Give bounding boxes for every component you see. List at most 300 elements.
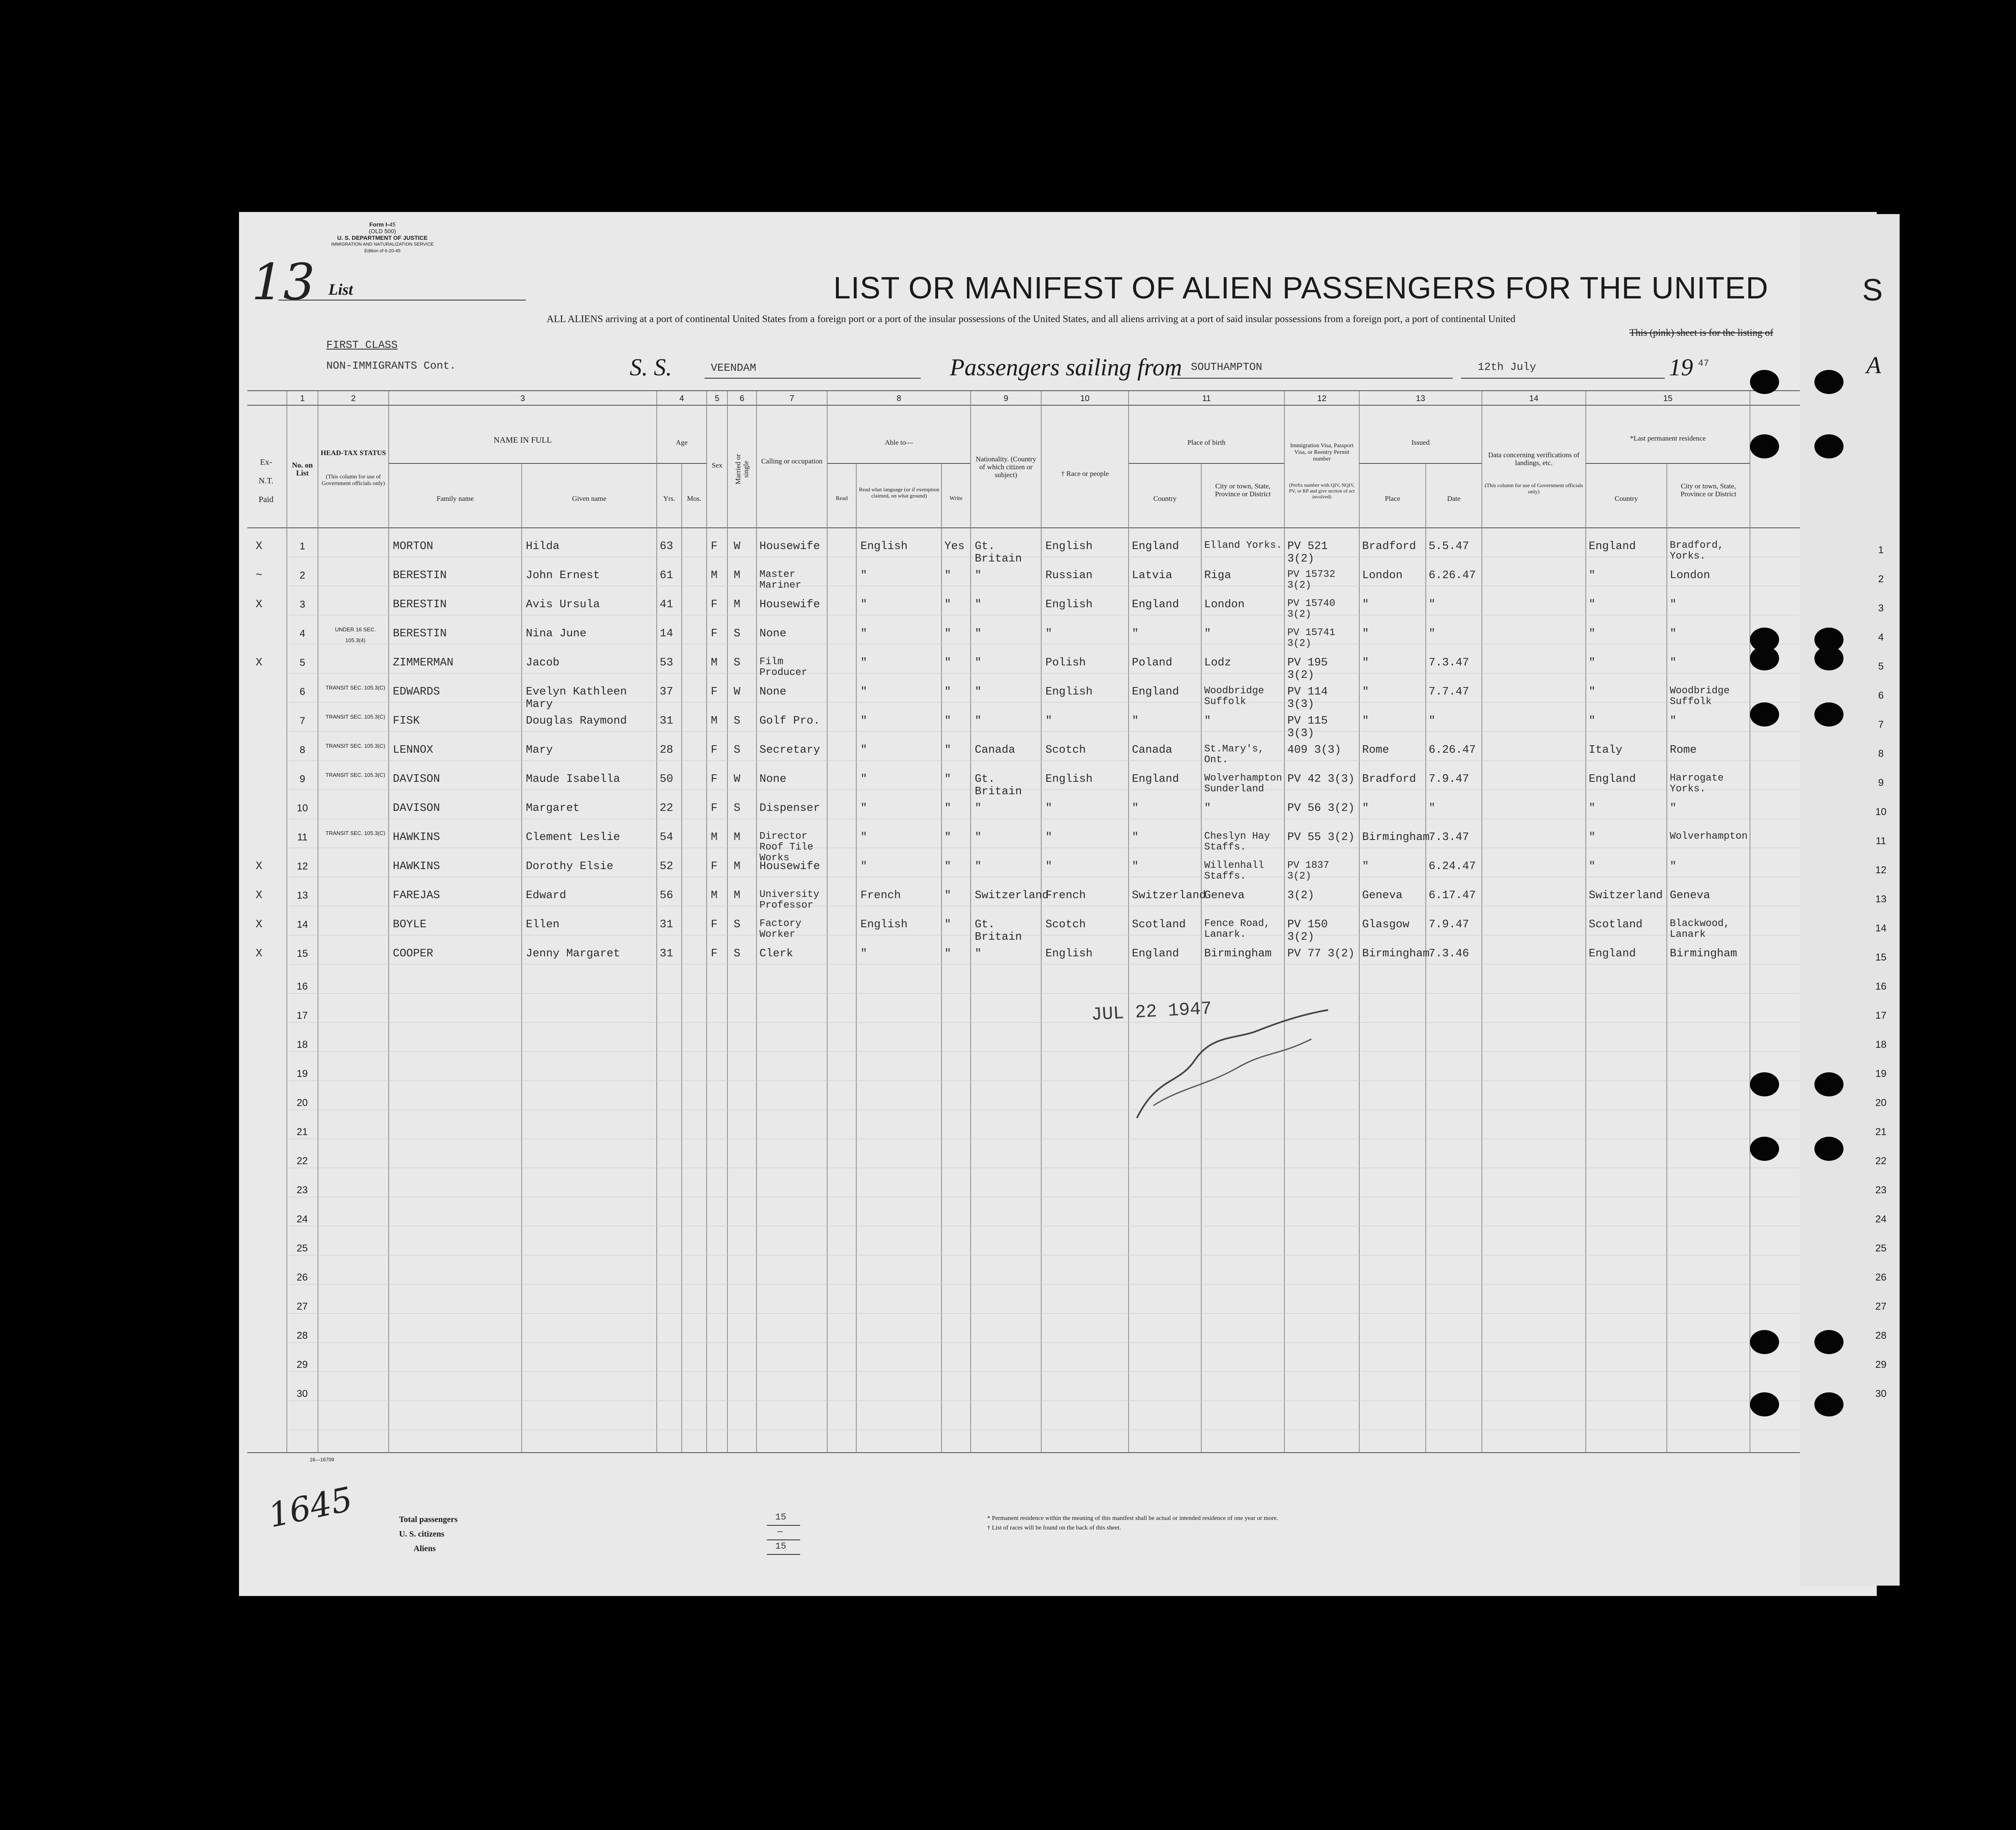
row-number: 4 (299, 628, 306, 639)
row-residence-city: Geneva (1670, 889, 1710, 902)
next-sheet-row-number: 29 (1875, 1359, 1887, 1370)
row-residence-city: Birmingham (1670, 948, 1738, 960)
row-visa-number: PV 15732 3(2) (1287, 569, 1336, 591)
punch-hole (1814, 1137, 1843, 1161)
row-age-years: 31 (660, 715, 673, 727)
row-read-language: " (860, 686, 868, 698)
empty-row-number: 25 (296, 1243, 308, 1254)
row-marital-status: S (734, 744, 741, 756)
row-number: 7 (299, 715, 306, 727)
row-read-language: English (860, 540, 908, 553)
row-headtax: TRANSIT SEC. 105.3(C) (325, 685, 385, 691)
aliens-label: Aliens (414, 1544, 436, 1553)
row-nationality: Switzerland (975, 889, 1049, 902)
row-given-name: Edward (526, 889, 567, 902)
next-sheet-row-number: 9 (1878, 777, 1884, 788)
row-race: " (1045, 860, 1052, 873)
row-visa-number: PV 55 3(2) (1287, 831, 1355, 844)
row-family-name: BERESTIN (393, 628, 447, 640)
empty-row-number: 30 (296, 1388, 308, 1399)
row-race: Polish (1045, 657, 1086, 669)
row-sex: M (711, 657, 718, 669)
row-number: 13 (297, 890, 308, 901)
row-given-name: Margaret (526, 802, 580, 815)
row-birth-country: Latvia (1132, 569, 1173, 582)
next-sheet-side-label: A (1866, 352, 1881, 379)
row-race: English (1045, 773, 1093, 786)
row-birth-city: " (1204, 715, 1211, 727)
row-number: 6 (299, 686, 306, 697)
row-sex: F (711, 744, 718, 756)
punch-hole (1814, 1330, 1843, 1354)
punch-hole (1750, 370, 1779, 394)
punch-hole (1814, 702, 1843, 727)
row-issued-date: 6.26.47 (1429, 569, 1476, 582)
row-visa-number: 3(2) (1287, 889, 1314, 902)
row-age-years: 52 (660, 860, 673, 873)
row-sex: M (711, 569, 718, 582)
row-residence-city: " (1670, 860, 1677, 873)
row-residence-country: " (1589, 628, 1596, 640)
row-issued-place: Rome (1362, 744, 1389, 756)
row-occupation: Master Mariner (759, 569, 801, 591)
empty-row-number: 19 (296, 1068, 308, 1079)
col-num-7: 7 (789, 394, 794, 403)
row-race: " (1045, 628, 1052, 640)
row-age-years: 41 (660, 599, 673, 611)
row-birth-city: London (1204, 599, 1245, 611)
row-mark: ~ (256, 569, 263, 582)
row-issued-place: Bradford (1362, 773, 1416, 786)
header-birth-country: Country (1153, 495, 1177, 502)
row-read-language: " (860, 831, 868, 844)
header-no-on-list: No. on List (292, 461, 313, 477)
us-citizens-label: U. S. citizens (399, 1530, 444, 1539)
next-sheet-row-number: 16 (1875, 981, 1887, 992)
manifest-subtitle-right: This (pink) sheet is for the listing of (1629, 328, 1773, 338)
header-issued: Issued (1411, 438, 1430, 446)
empty-row-number: 26 (296, 1272, 308, 1283)
row-issued-place: Birmingham (1362, 948, 1430, 960)
row-issued-place: " (1362, 715, 1369, 727)
empty-row-number: 23 (296, 1185, 308, 1196)
row-issued-place: " (1362, 599, 1369, 611)
row-issued-date: 5.5.47 (1429, 540, 1469, 553)
list-number-handwritten: 13 (251, 254, 315, 311)
year-suffix: 47 (1698, 358, 1709, 369)
col-num-11: 11 (1202, 394, 1211, 403)
punch-hole (1814, 1392, 1843, 1416)
empty-row-number: 27 (296, 1301, 308, 1312)
row-birth-city: Woodbridge Suffolk (1204, 685, 1264, 707)
row-nationality: " (975, 686, 982, 698)
col-num-12: 12 (1317, 394, 1327, 403)
row-residence-city: Harrogate Yorks. (1670, 773, 1724, 795)
header-race: † Race or people (1061, 470, 1109, 478)
row-occupation: None (759, 686, 786, 698)
row-issued-date: " (1429, 628, 1436, 640)
row-residence-country: " (1589, 657, 1596, 669)
col-num-1: 1 (300, 394, 305, 403)
header-headtax: HEAD-TAX STATUS (320, 449, 386, 457)
row-residence-city: " (1670, 599, 1677, 611)
form-edition: Edition of 6-20-45 (364, 249, 401, 254)
row-read-language: " (860, 860, 868, 873)
row-write: " (944, 628, 951, 640)
row-visa-number: PV 42 3(3) (1287, 773, 1355, 786)
row-issued-place: Birmingham (1362, 831, 1430, 844)
row-issued-date: 6.24.47 (1429, 860, 1476, 873)
row-marital-status: M (734, 831, 741, 844)
header-age-yrs: Yrs. (663, 495, 675, 502)
next-sheet-row-number: 19 (1875, 1068, 1887, 1079)
row-number: 1 (299, 541, 306, 552)
ship-name: VEENDAM (711, 362, 757, 374)
row-age-years: 53 (660, 657, 673, 669)
next-sheet-row-number: 13 (1875, 894, 1887, 905)
row-number: 5 (299, 657, 306, 668)
form-service: IMMIGRATION AND NATURALIZATION SERVICE (331, 242, 434, 247)
header-landings: Data concerning verifications of landings, etc. (1488, 451, 1580, 467)
manifest-title: LIST OR MANIFEST OF ALIEN PASSENGERS FOR THE UNITED (833, 271, 1769, 305)
row-occupation: Film Producer (759, 656, 808, 678)
header-margin-marks: Ex- N.T. Paid (259, 458, 274, 504)
row-number: 9 (299, 773, 306, 785)
row-visa-number: PV 521 3(2) (1287, 540, 1328, 565)
row-sex: F (711, 802, 718, 815)
row-birth-country: England (1132, 686, 1179, 698)
next-sheet-title-letter: S (1862, 273, 1883, 307)
row-write: " (944, 599, 951, 611)
col-num-9: 9 (1003, 394, 1008, 403)
row-read-language: English (860, 919, 908, 931)
header-sex: Sex (712, 461, 722, 469)
row-given-name: Hilda (526, 540, 560, 553)
row-birth-country: England (1132, 599, 1179, 611)
row-write: " (944, 802, 951, 815)
row-occupation: Factory Worker (759, 918, 801, 940)
form-header (324, 221, 441, 254)
next-sheet-row-number: 11 (1876, 835, 1886, 847)
row-visa-number: PV 15741 3(2) (1287, 627, 1336, 649)
header-read-language: Read what language (or if exemption claimed, on what ground) (859, 486, 939, 499)
next-sheet-row-number: 26 (1875, 1272, 1887, 1283)
manifest-subtitle: ALL ALIENS arriving at a port of continental United States from a foreign port or a port of the insular possessions of the United States, and all aliens arriving at a port of said insular possessions from a foreign port, a port of continental United (547, 314, 1516, 325)
row-read-language: " (860, 802, 868, 815)
next-sheet-row-number: 20 (1875, 1097, 1887, 1108)
row-visa-number: PV 56 3(2) (1287, 802, 1355, 815)
row-mark: X (256, 889, 263, 902)
row-visa-number: PV 115 3(3) (1287, 715, 1328, 740)
row-nationality: " (975, 628, 982, 640)
row-marital-status: W (734, 540, 741, 553)
row-write: " (944, 744, 951, 756)
total-passengers-label: Total passengers (399, 1515, 458, 1524)
row-race: English (1045, 599, 1093, 611)
row-age-years: 56 (660, 889, 673, 902)
row-nationality: " (975, 599, 982, 611)
row-race: Russian (1045, 569, 1093, 582)
row-occupation: University Professor (759, 889, 820, 911)
row-issued-place: London (1362, 569, 1403, 582)
row-given-name: Ellen (526, 919, 560, 931)
row-nationality: " (975, 802, 982, 815)
row-nationality: " (975, 948, 982, 960)
row-age-years: 61 (660, 569, 673, 582)
row-write: " (944, 889, 951, 902)
row-residence-country: Italy (1589, 744, 1623, 756)
row-family-name: HAWKINS (393, 831, 440, 844)
row-birth-city: Willenhall Staffs. (1204, 860, 1264, 882)
row-family-name: BOYLE (393, 919, 427, 931)
header-residence-city: City or town, State, Province or District (1680, 482, 1737, 498)
row-marital-status: S (734, 802, 741, 815)
empty-row-number: 28 (296, 1330, 308, 1341)
row-sex: M (711, 831, 718, 844)
row-residence-country: " (1589, 860, 1596, 873)
row-occupation: None (759, 628, 786, 640)
row-given-name: Dorothy Elsie (526, 860, 614, 873)
departure-port: SOUTHAMPTON (1191, 361, 1262, 373)
row-read-language: " (860, 657, 868, 669)
row-family-name: ZIMMERMAN (393, 657, 453, 669)
next-sheet-row-number: 14 (1875, 923, 1887, 934)
row-birth-city: Riga (1204, 569, 1231, 582)
row-age-years: 54 (660, 831, 673, 844)
header-able-to: Able to— (885, 438, 913, 446)
row-nationality: Canada (975, 744, 1015, 756)
row-family-name: MORTON (393, 540, 434, 553)
row-occupation: Secretary (759, 744, 820, 756)
row-issued-date: 7.3.46 (1429, 948, 1469, 960)
row-write: " (944, 860, 951, 873)
row-race: " (1045, 802, 1052, 815)
row-write: " (944, 569, 951, 582)
row-number: 3 (299, 599, 306, 610)
header-name-in-full: NAME IN FULL (493, 436, 552, 445)
header-visa-note: (Prefix number with QIV, NQIV, PV, or RP and give section of act involved) (1289, 482, 1355, 500)
row-headtax: TRANSIT SEC. 105.3(C) (325, 714, 385, 720)
header-residence-country: Country (1614, 495, 1638, 502)
row-marital-status: W (734, 686, 741, 698)
row-nationality: Gt. Britain (975, 919, 1022, 943)
row-visa-number: PV 77 3(2) (1287, 948, 1355, 960)
row-birth-city: Cheslyn Hay Staffs. (1204, 831, 1270, 853)
row-number: 11 (297, 832, 308, 843)
row-race: Scotch (1045, 744, 1086, 756)
punch-hole (1750, 434, 1779, 458)
next-sheet-row-number: 12 (1875, 865, 1887, 876)
row-nationality: " (975, 569, 982, 582)
row-issued-date: " (1429, 715, 1436, 727)
row-read-language: " (860, 628, 868, 640)
row-issued-place: " (1362, 860, 1369, 873)
empty-row-number: 24 (296, 1214, 308, 1225)
manifest-sheet (239, 212, 1877, 1596)
header-married: Married or single (734, 454, 750, 485)
next-sheet-row-number: 5 (1878, 661, 1884, 672)
row-marital-status: M (734, 569, 741, 582)
row-number: 10 (297, 803, 308, 814)
row-write: " (944, 686, 951, 698)
row-residence-country: " (1589, 569, 1596, 582)
form-number: Form I- (369, 221, 389, 228)
row-birth-city: Geneva (1204, 889, 1245, 902)
row-occupation: Housewife (759, 599, 820, 611)
row-race: " (1045, 715, 1052, 727)
next-sheet-row-number: 8 (1878, 748, 1884, 759)
row-birth-country: " (1132, 715, 1139, 727)
col-num-15: 15 (1663, 394, 1673, 403)
row-race: French (1045, 889, 1086, 902)
row-residence-city: Woodbridge Suffolk (1670, 685, 1730, 707)
row-issued-date: 7.3.47 (1429, 831, 1469, 844)
handwritten-sheet-number: 1645 (265, 1479, 356, 1535)
row-race: English (1045, 540, 1093, 553)
row-family-name: COOPER (393, 948, 434, 960)
sailing-label: Passengers sailing from (950, 354, 1182, 381)
row-headtax: TRANSIT SEC. 105.3(C) (325, 772, 385, 778)
punch-hole (1750, 1392, 1779, 1416)
class-line-1: FIRST CLASS (326, 339, 398, 351)
next-sheet-row-number: 1 (1878, 544, 1884, 556)
row-write: " (944, 831, 951, 844)
sailing-date: 12th July (1478, 361, 1536, 373)
row-birth-city: Fence Road, Lanark. (1204, 918, 1270, 940)
row-birth-country: Switzerland (1132, 889, 1206, 902)
row-residence-country: " (1589, 715, 1596, 727)
header-headtax-note: (This column for use of Government officials only) (321, 474, 385, 487)
punch-hole (1750, 1137, 1779, 1161)
row-marital-status: M (734, 860, 741, 873)
row-family-name: EDWARDS (393, 686, 440, 698)
next-sheet-edge (1800, 214, 1900, 1586)
row-write: " (944, 919, 951, 931)
row-given-name: Evelyn Kathleen Mary (526, 686, 627, 711)
row-residence-city: " (1670, 802, 1677, 815)
row-family-name: LENNOX (393, 744, 434, 756)
next-sheet-row-number: 27 (1875, 1301, 1887, 1312)
row-mark: X (256, 540, 263, 553)
next-sheet-row-number: 25 (1875, 1243, 1887, 1254)
row-number: 12 (297, 861, 308, 872)
row-headtax: TRANSIT SEC. 105.3(C) (325, 743, 385, 749)
row-age-years: 31 (660, 948, 673, 960)
row-mark: X (256, 860, 263, 873)
col-num-3: 3 (520, 394, 525, 403)
row-visa-number: PV 195 3(2) (1287, 657, 1328, 682)
row-read-language: " (860, 715, 868, 727)
next-sheet-row-number: 28 (1875, 1330, 1887, 1341)
row-nationality: Gt. Britain (975, 540, 1022, 565)
inspection-date-stamp: JUL 22 1947 (1090, 998, 1213, 1026)
row-issued-place: Bradford (1362, 540, 1416, 553)
row-birth-country: " (1132, 628, 1139, 640)
row-residence-country: " (1589, 831, 1596, 844)
row-birth-country: England (1132, 540, 1179, 553)
next-sheet-row-number: 22 (1875, 1155, 1887, 1167)
row-mark: X (256, 657, 263, 669)
header-landings-note: (This column for use of Government officials only) (1484, 482, 1583, 495)
next-sheet-row-number: 18 (1875, 1039, 1887, 1050)
punch-hole (1750, 702, 1779, 727)
row-given-name: Jenny Margaret (526, 948, 620, 960)
row-given-name: Jacob (526, 657, 560, 669)
row-issued-place: " (1362, 657, 1369, 669)
empty-row-number: 22 (296, 1155, 308, 1167)
row-marital-status: W (734, 773, 741, 786)
row-age-years: 63 (660, 540, 673, 553)
form-code: (OLD 500) (369, 228, 396, 234)
row-birth-country: Scotland (1132, 919, 1186, 931)
row-issued-date: 6.17.47 (1429, 889, 1476, 902)
punch-hole (1814, 1072, 1843, 1096)
row-headtax: TRANSIT SEC. 105.3(C) (325, 830, 385, 836)
row-age-years: 28 (660, 744, 673, 756)
row-given-name: Douglas Raymond (526, 715, 627, 727)
row-issued-date: " (1429, 599, 1436, 611)
row-number: 2 (299, 570, 306, 581)
next-sheet-row-number: 15 (1875, 952, 1887, 963)
row-number: 8 (299, 744, 306, 756)
row-occupation: Golf Pro. (759, 715, 820, 727)
us-citizens-value: — (777, 1527, 783, 1537)
row-headtax: UNDER 16 SEC. 105.3(4) (335, 626, 376, 643)
header-age-mos: Mos. (687, 495, 702, 502)
row-residence-city: " (1670, 657, 1677, 669)
row-age-years: 14 (660, 628, 673, 640)
row-marital-status: S (734, 919, 741, 931)
row-visa-number: PV 150 3(2) (1287, 919, 1328, 943)
row-issued-place: Geneva (1362, 889, 1403, 902)
row-birth-city: Wolverhampton Sunderland (1204, 773, 1282, 795)
row-given-name: Avis Ursula (526, 599, 600, 611)
row-sex: F (711, 686, 718, 698)
row-residence-city: Blackwood, Lanark (1670, 918, 1730, 940)
row-mark: X (256, 948, 263, 960)
row-issued-date: 7.9.47 (1429, 919, 1469, 931)
row-given-name: Maude Isabella (526, 773, 620, 786)
col-num-2: 2 (351, 394, 356, 403)
empty-row-number: 29 (296, 1359, 308, 1370)
header-last-residence: *Last permanent residence (1630, 434, 1706, 442)
empty-row-number: 16 (296, 981, 308, 992)
header-calling: Calling or occupation (761, 457, 823, 465)
next-sheet-row-number: 23 (1875, 1185, 1887, 1196)
row-family-name: BERESTIN (393, 569, 447, 582)
row-write: " (944, 715, 951, 727)
row-marital-status: S (734, 657, 741, 669)
row-birth-country: " (1132, 860, 1139, 873)
aliens-value: 15 (775, 1541, 786, 1552)
row-sex: F (711, 599, 718, 611)
row-family-name: BERESTIN (393, 599, 447, 611)
row-race: Scotch (1045, 919, 1086, 931)
empty-row-number: 17 (296, 1010, 308, 1021)
col-num-5: 5 (715, 394, 720, 403)
table-grid (239, 212, 1877, 1596)
row-number: 14 (297, 919, 308, 930)
row-given-name: Mary (526, 744, 553, 756)
header-issued-date: Date (1447, 495, 1461, 502)
row-occupation: None (759, 773, 786, 786)
empty-row-number: 21 (296, 1126, 308, 1138)
empty-row-number: 20 (296, 1097, 308, 1108)
row-sex: F (711, 860, 718, 873)
col-num-13: 13 (1416, 394, 1425, 403)
row-birth-city: " (1204, 628, 1211, 640)
row-birth-country: " (1132, 831, 1139, 844)
